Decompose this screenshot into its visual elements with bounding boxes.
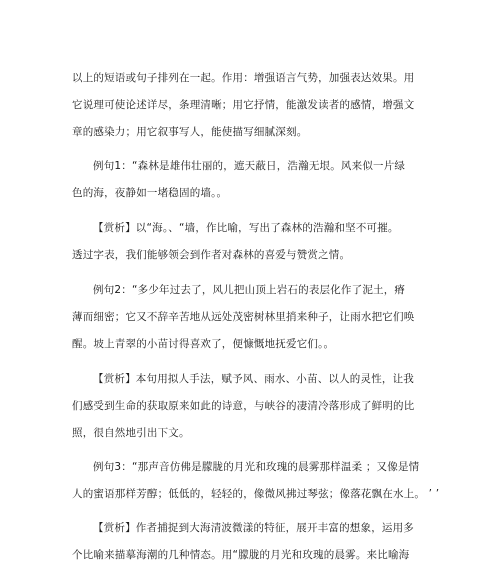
text-line: 【赏析】作者捕捉到大海清波微漾的特征，展开丰富的想象，运用多 <box>93 522 414 534</box>
text-line: 章的感染力；用它叙事写人，能使描写细腻深刻。 <box>72 126 308 138</box>
text-line: 例句3：“那声音仿佛是朦胧的月光和玫瑰的晨雾那样温柔 ；又像是情 <box>93 461 420 473</box>
text-line: 透过字表，我们能够领会到作者对森林的喜爱与赞赏之情。 <box>72 249 351 261</box>
text-line: 们感受到生命的获取原来如此的诗意，与峡谷的凄清冷落形成了鲜明的比 <box>72 400 415 412</box>
text-line: 【赏析】以“海。、“墙，作比喻，写出了森林的浩瀚和坚不可摧。 <box>93 222 399 234</box>
text-line: 例句2：“多少年过去了，风儿把山顶上岩石的表层化作了泥土，瘠 <box>93 284 406 296</box>
text-line: 薄而细密；它又不辞辛苦地从远处茂密树林里捎来种子，让雨水把它们唤 <box>72 311 415 323</box>
text-line: 醒。坡上青翠的小苗讨得喜欢了，便慷慨地抚爱它们。。 <box>72 338 335 350</box>
text-line: 人的蜜语那样芳醇；低低的，轻轻的，像微风拂过琴弦；像落花飘在水上。 ’ ’ <box>72 488 440 500</box>
text-line: 例句1：“森林是雄伟壮丽的，遮天蔽日，浩瀚无垠。风来似一片绿 <box>93 160 406 172</box>
text-line: 【赏析】本句用拟人手法，赋予风、雨水、小苗、以人的灵性，让我 <box>93 373 414 385</box>
text-line: 以上的短语或句子排列在一起。作用：增强语言气势，加强表达效果。用 <box>72 72 415 84</box>
text-line: 个比喻来描摹海潮的几种情态。用“朦胧的月光和玫瑰的晨雾。来比喻海 <box>72 549 410 561</box>
text-line: 色的海，夜静如一堵稳固的墙。。 <box>72 187 228 199</box>
text-line: 照，很自然地引出下文。 <box>72 427 190 439</box>
text-line: 它说理可使论述详尽，条理清晰；用它抒情，能激发读者的感情，增强文 <box>72 99 415 111</box>
